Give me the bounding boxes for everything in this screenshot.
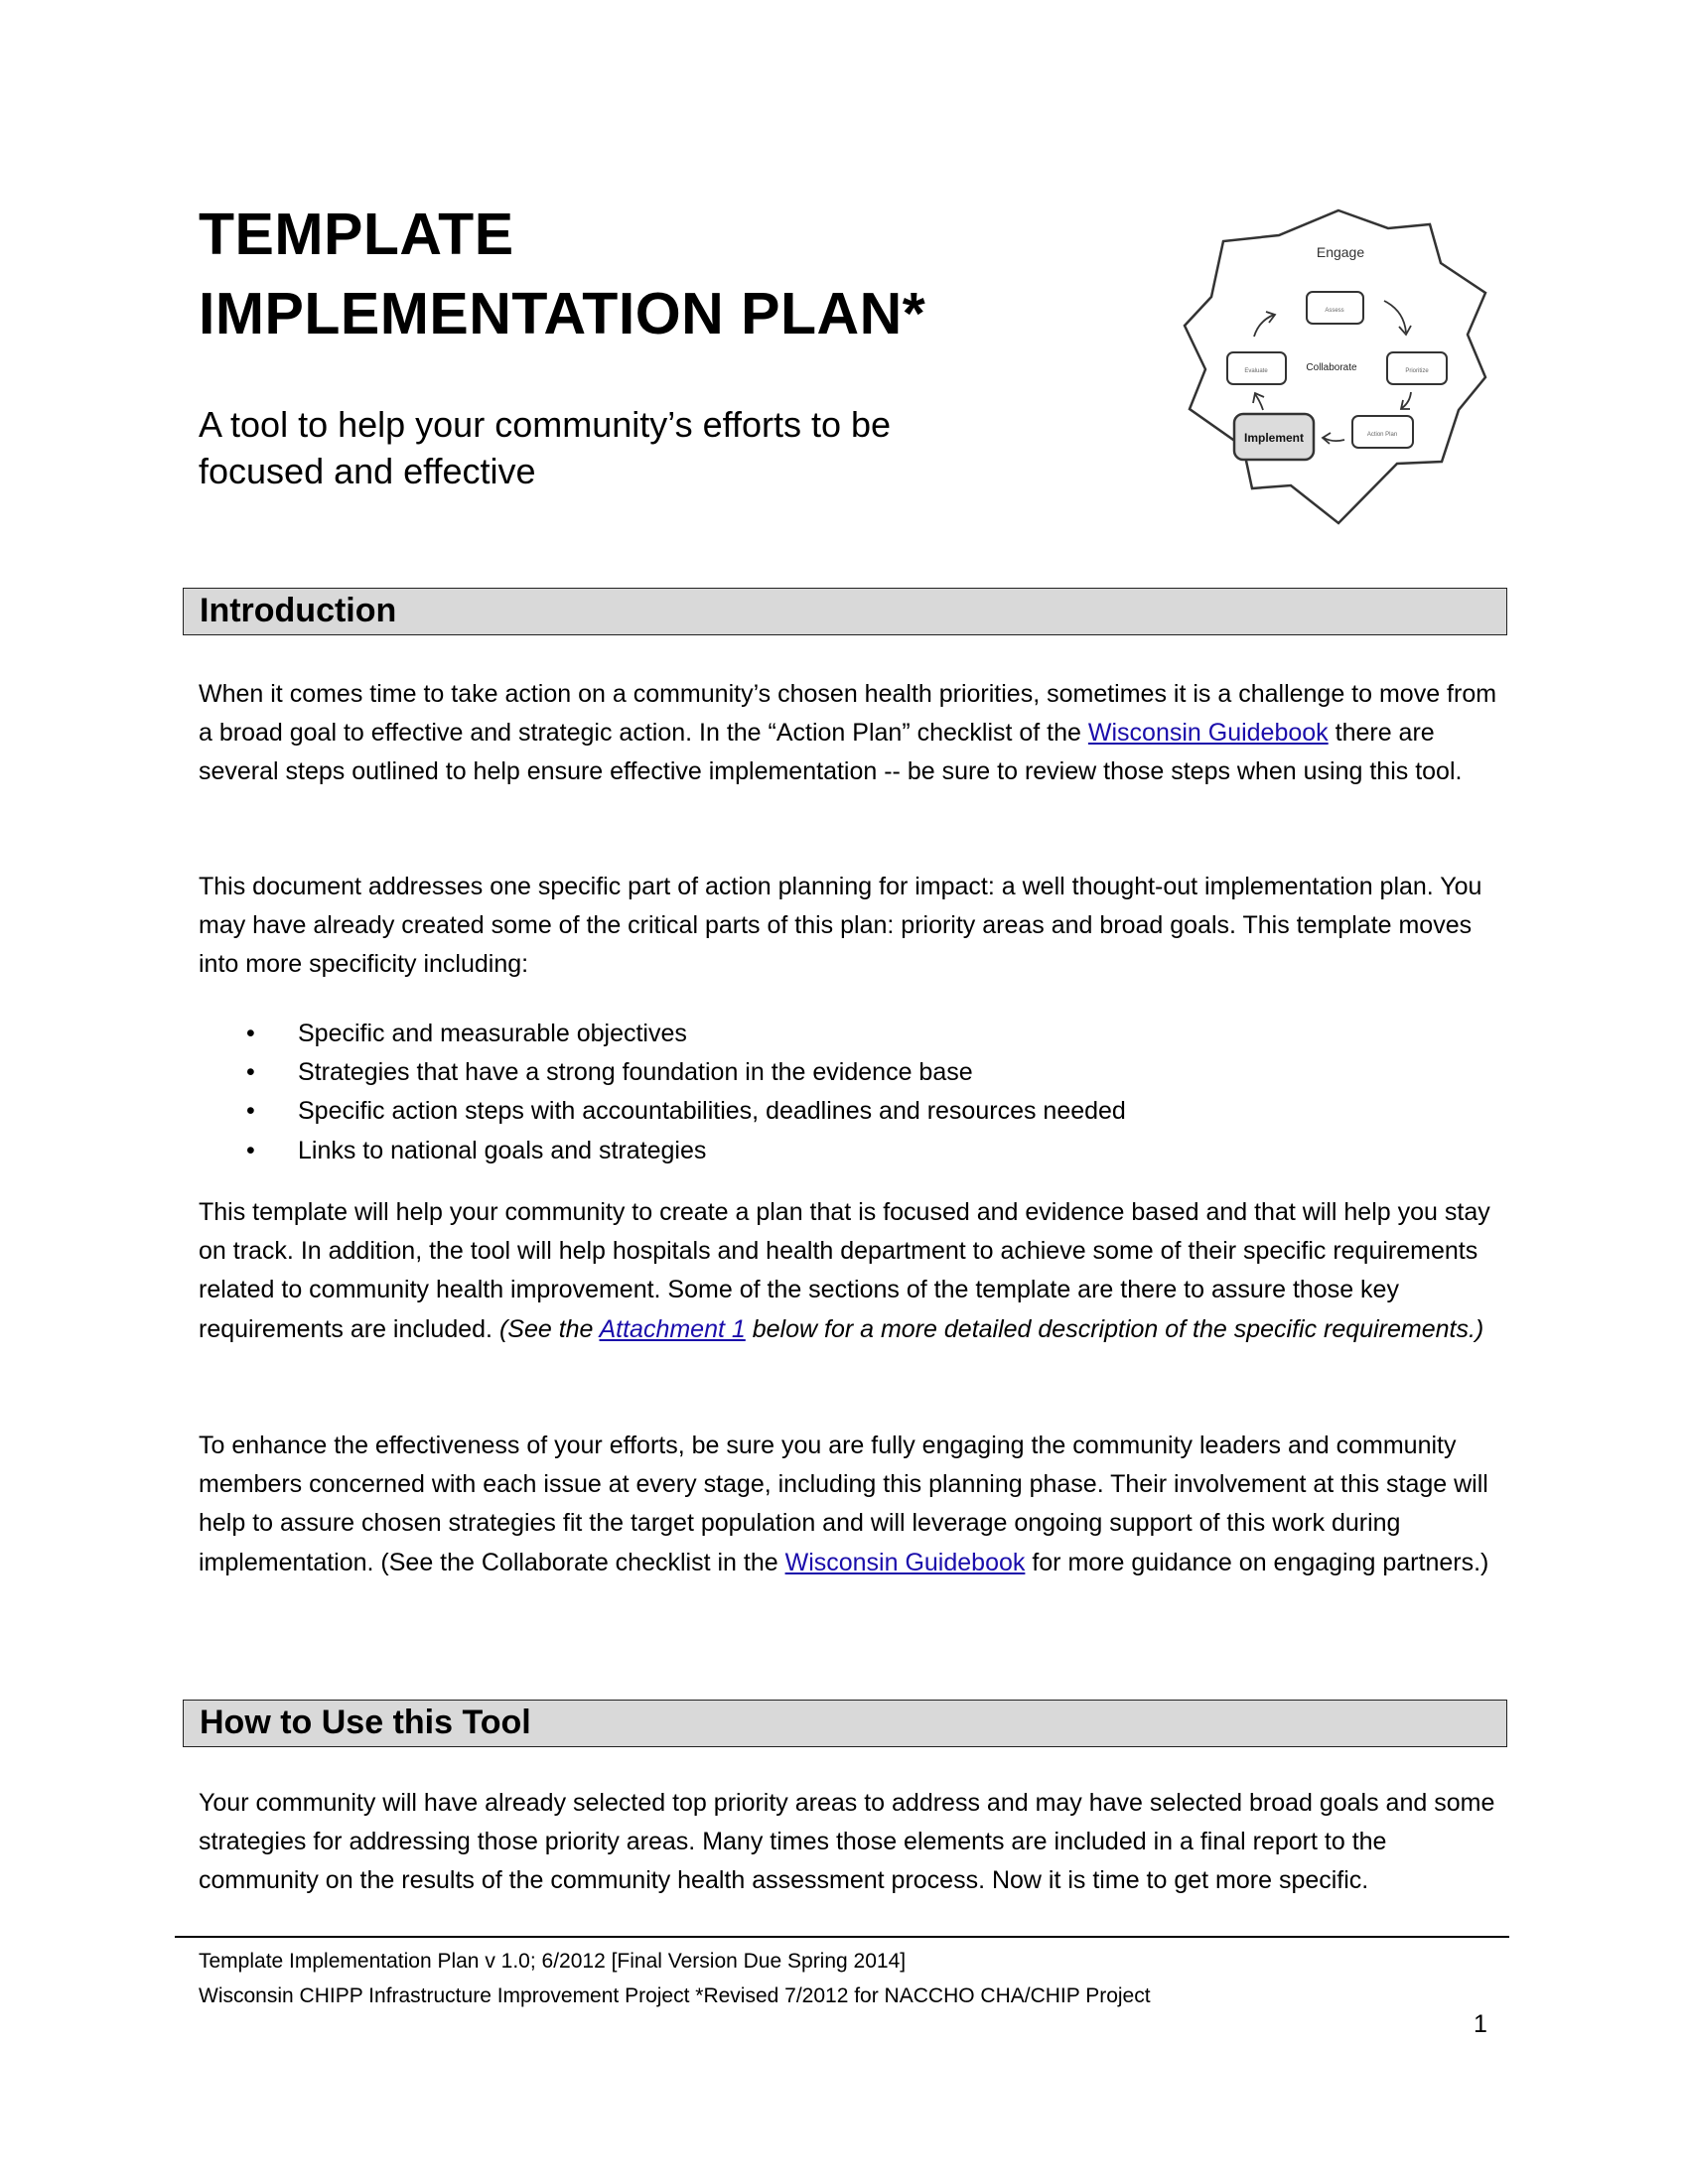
intro-p4-text-b: for more guidance on engaging partners.) <box>1025 1548 1489 1576</box>
title-line-2: IMPLEMENTATION PLAN* <box>199 281 926 346</box>
how-to-use-heading: How to Use this Tool <box>200 1704 531 1741</box>
intro-p3-text: This template will help your community to create a plan that is focused and evidence based and that will help you stay on track. In addition, the tool will help hospitals and health department to achieve some of their specific requirements related to community health improvement. Some of the sections of the template are there to assure those key requirements are included. <box>199 1198 1490 1343</box>
intro-p3-italic-b: below for a more detailed description of the specific requirements.) <box>745 1314 1484 1343</box>
list-item <box>199 1015 1126 1053</box>
intro-p4-text-a: To enhance the effectiveness of your efforts, be sure you are fully engaging the community leaders and community members concerned with each issue at every stage, including this planning phase. Their involvement at this stage will help to assure chosen strategies fit the target population and will leverage ongoing support of this work during implementation. (See the Collaborate checklist in the <box>199 1432 1488 1576</box>
cycle-diagram <box>1170 205 1507 535</box>
bullet-text: Specific action steps with accountabilities, deadlines and resources needed <box>298 1097 1126 1126</box>
attachment-1-link[interactable]: Attachment 1 <box>599 1314 746 1343</box>
introduction-heading: Introduction <box>200 592 397 629</box>
intro-paragraph-2: This document addresses one specific part of action planning for impact: a well thought-out implementation plan. You may have already created some of the critical parts of this plan: priority areas and broad goals. This template moves into more specificity including: <box>199 873 1482 979</box>
engage-label: Engage <box>1316 244 1365 260</box>
collaborate-label: Collaborate <box>1306 362 1357 373</box>
list-item <box>199 1092 1126 1131</box>
wisconsin-guidebook-link[interactable]: Wisconsin Guidebook <box>1087 719 1329 748</box>
step-implement <box>1234 414 1314 460</box>
bullet-text: Links to national goals and strategies <box>298 1136 707 1164</box>
subtitle-line-2: focused and effective <box>199 451 536 491</box>
introduction-heading-bar <box>183 588 1507 635</box>
intro-paragraph-4 <box>199 1427 1509 1582</box>
document-title <box>199 195 925 353</box>
step-evaluate <box>1227 352 1286 384</box>
how-to-use-paragraph: Your community will have already selected top priority areas to address and may have selected broad goals and some strategies for addressing those priority areas. Many times those elements are included in a final report to the community on the results of the community health assessment process. Now it is time to get more specific. <box>199 1789 1495 1895</box>
step-prioritize <box>1387 352 1447 384</box>
bullet-icon: • <box>246 1058 255 1087</box>
bullet-icon: • <box>246 1136 255 1164</box>
step-action-plan <box>1352 416 1413 448</box>
intro-paragraph-3 <box>199 1193 1509 1349</box>
page-footer <box>199 1944 1151 2013</box>
intro-p1-text-b: there are several steps outlined to help ensure effective implementation -- be sure to review those steps when using this tool. <box>199 719 1463 786</box>
title-line-1: TEMPLATE <box>199 202 514 267</box>
bullet-text: Specific and measurable objectives <box>298 1020 687 1047</box>
step-assess <box>1307 292 1363 324</box>
step-evaluate-label: Evaluate <box>1244 368 1268 374</box>
list-item <box>199 1132 1126 1170</box>
document-subtitle <box>199 401 953 494</box>
bullet-text: Strategies that have a strong foundation in the evidence base <box>298 1058 973 1087</box>
intro-paragraph-1 <box>199 675 1509 792</box>
step-assess-label: Assess <box>1325 308 1344 314</box>
step-implement-label: Implement <box>1243 431 1305 445</box>
bullet-icon: • <box>246 1097 255 1126</box>
objectives-bullet-list <box>199 1015 1126 1170</box>
footer-divider <box>175 1936 1509 1938</box>
intro-p3-italic-a: (See the <box>498 1314 600 1343</box>
step-action-plan-label: Action Plan <box>1366 432 1398 438</box>
how-to-use-heading-bar <box>183 1700 1507 1747</box>
bullet-icon: • <box>246 1020 255 1047</box>
page-number: 1 <box>1474 2010 1487 2038</box>
wisconsin-guidebook-link-2[interactable]: Wisconsin Guidebook <box>784 1548 1026 1576</box>
intro-p1-text-a: When it comes time to take action on a community’s chosen health priorities, sometimes it is a challenge to move from a broad goal to effective and strategic action. In the “Action Plan” checklist of the <box>199 680 1497 748</box>
footer-line-1: Template Implementation Plan v 1.0; 6/2012 [Final Version Due Spring 2014] <box>199 1950 907 1973</box>
footer-line-2: Wisconsin CHIPP Infrastructure Improvement Project *Revised 7/2012 for NACCHO CHA/CHIP Project <box>199 1984 1151 2007</box>
subtitle-line-1: A tool to help your community’s efforts to be <box>199 404 892 445</box>
step-prioritize-label: Prioritize <box>1405 368 1429 374</box>
list-item <box>199 1053 1126 1092</box>
